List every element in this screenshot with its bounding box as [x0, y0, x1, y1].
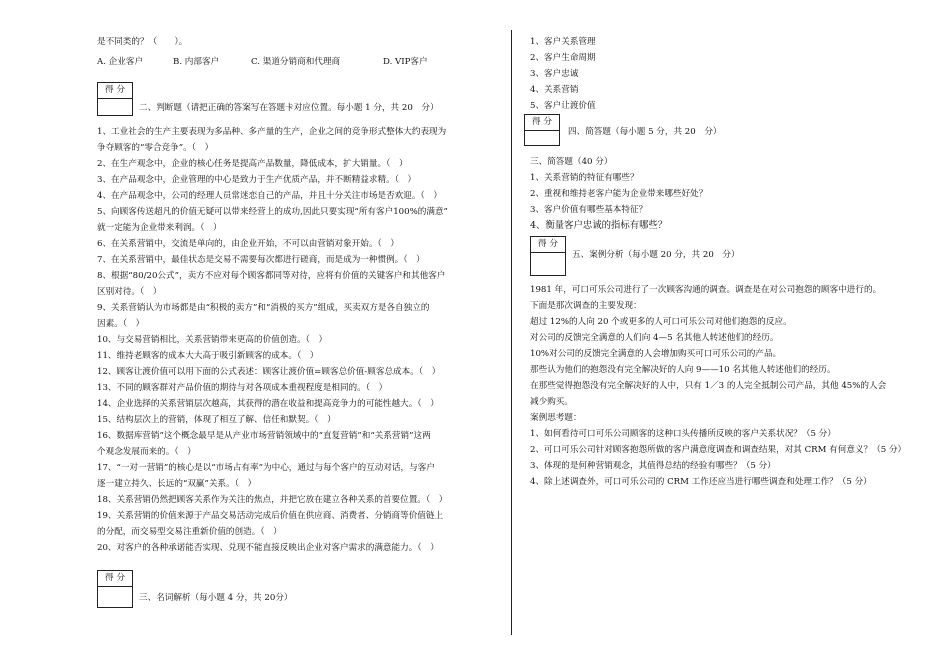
short-answer-list	[530, 170, 930, 234]
short-answer-item: 4、衡量客户忠诚的指标有哪些？	[530, 220, 668, 231]
term-item: 5、客户让渡价值	[530, 101, 596, 111]
score-label: 得 分	[98, 83, 132, 99]
short-answer-item: 1、关系营销的特征有哪些？	[530, 173, 639, 183]
case-line: 1981 年，可口可乐公司进行了一次顾客沟通的调查。调查是在对公司抱怨的顾客中进行的。	[530, 285, 882, 295]
question-line: 因素。（ ）	[97, 319, 145, 329]
term-item: 2、客户生命周期	[530, 53, 596, 63]
question-line: 的分配，而交易型交易注重新价值的创造。（ ）	[97, 527, 282, 537]
case-line: 3、体现的是何种营销观念，其值得总结的经验有哪些？（5 分）	[530, 461, 776, 471]
score-label: 得 分	[525, 115, 559, 131]
question-line: 个观念发展而来的。（ ）	[97, 447, 196, 457]
question-line: 19、关系营销的价值来源于产品交易活动完成后价值在供应商、消费者、分销商等价值链上	[97, 511, 444, 521]
term-item: 4、关系营销	[530, 85, 579, 95]
option-c: C. 渠道分销商和代理商	[251, 57, 341, 67]
question-line: 争夺顾客的“零合竞争”。（ ）	[97, 143, 214, 153]
case-line: 对公司的反馈完全满意的人们向 4—5 名其他人转述他们的经历。	[530, 333, 779, 343]
question-line: 7、在关系营销中，最佳状态是交易不需要每次都进行磋商，而是成为一种惯例。（ ）	[97, 255, 425, 265]
column-divider	[511, 30, 512, 635]
score-box	[97, 82, 133, 116]
question-line: 14、企业选择的关系营销层次越高，其获得的潜在收益和提高竞争力的可能性越大。（ ）	[97, 399, 439, 409]
case-line: 4、除上述调查外，可口可乐公司的 CRM 工作还应当进行哪些调查和处理工作？（5 分）	[530, 477, 872, 487]
question-line: 12、顾客让渡价值可以用下面的公式表述：顾客让渡价值=顾客总价值-顾客总成本。（ ）	[97, 367, 441, 377]
question-line: 2、在生产观念中，企业的核心任务是提高产品数量，降低成本，扩大销量。（ ）	[97, 159, 408, 169]
question-line: 18、关系营销仍然把顾客关系作为关注的焦点，并把它放在建立各种关系的首要位置。（ ）	[97, 495, 448, 505]
question-line: 13、不同的顾客群对产品价值的期待与对各项成本重视程度是相同的。（ ）	[97, 383, 388, 393]
case-line: 超过 12%的人向 20 个或更多的人可口可乐公司对他们抱怨的反应。	[530, 317, 792, 327]
question-line: 3、在产品观念中，企业管理的中心是致力于生产优质产品，并不断精益求精。（ ）	[97, 175, 417, 185]
true-false-list	[97, 124, 497, 556]
case-line: 2、可口可乐公司针对顾客抱怨所做的客户满意度调查和调查结果，对其 CRM 有何意义？（5 分）	[530, 445, 907, 455]
case-line: 10%对公司的反馈完全满意的人会增加购买可口可乐公司的产品。	[530, 349, 782, 359]
question-line: 就一定能为企业带来利润。（ ）	[97, 223, 222, 233]
case-study	[530, 282, 930, 490]
right-column	[530, 34, 930, 490]
question-line: 4、在产品观念中，公司的经理人员常迷恋自己的产品，并且十分关注市场是否欢迎。（ ）	[97, 191, 442, 201]
score-box	[97, 570, 133, 608]
score-box	[530, 236, 566, 276]
question-line: 8、根据“80/20公式”，卖方不应对每个顾客都同等对待，应将有价值的关键客户和其他客户	[97, 271, 446, 281]
question-tail: 是不同类的？（ ）。	[97, 37, 188, 47]
score-label: 得 分	[98, 571, 132, 587]
question-line: 11、维持老顾客的成本大大高于吸引新顾客的成本。（ ）	[97, 351, 319, 361]
score-label: 得 分	[531, 237, 565, 253]
question-line: 逐一建立持久、长远的“双赢”关系。（ ）	[97, 479, 257, 489]
question-line: 6、在关系营销中，交流是单向的，由企业开始，不可以由营销对象开始。（ ）	[97, 239, 399, 249]
section4-header	[530, 114, 930, 144]
section2-title: 二、判断题（请把正确的答案写在答题卡对应位置。每小题 1 分，共 20 分）	[139, 103, 439, 113]
term-item: 1、客户关系管理	[530, 37, 596, 47]
section4-title: 四、简答题（每小题 5 分，共 20 分）	[568, 127, 722, 137]
question-line: 10、与交易营销相比，关系营销带来更高的价值创造。（ ）	[97, 335, 328, 345]
short-answer-item: 3、客户价值有哪些基本特征？	[530, 205, 648, 215]
question-line: 17、“一对一营销”的核心是以“市场占有率”为中心，通过与每个客户的互动对话，与客户	[97, 463, 435, 473]
terms-list	[530, 34, 930, 114]
option-a: A. 企业客户	[97, 57, 144, 67]
question-line: 5、向顾客传送超凡的价值无疑可以带来经营上的成功,因此只要实现“所有客户100%的满意”	[97, 207, 448, 217]
question-line: 区别对待。（ ）	[97, 287, 162, 297]
term-item: 3、客户忠诚	[530, 69, 579, 79]
case-line: 案例思考题：	[530, 413, 582, 423]
section3-header	[97, 570, 497, 606]
short-answer-header: 三、简答题（40 分）	[530, 157, 613, 167]
score-box	[524, 114, 560, 146]
section5-header	[530, 236, 930, 276]
section5-title: 五、案例分析（每小题 20 分，共 20 分）	[572, 250, 740, 260]
case-line: 1、如何看待可口可乐公司顾客的这种口头传播所反映的客户关系状况？（5 分）	[530, 429, 836, 439]
question-line: 16、数据库营销”这个概念最早是从产业市场营销领域中的“直复营销”和“关系营销”这两	[97, 431, 431, 441]
question-line: 15、结构层次上的营销，体现了相互了解、信任和默契。（ ）	[97, 415, 336, 425]
section3-title: 三、名词解析（每小题 4 分，共 20分）	[139, 593, 293, 603]
case-line: 在那些觉得抱怨没有完全解决好的人中，只有 1／3 的人完全抵制公司产品，其他 45%的人会	[530, 381, 887, 391]
left-column	[97, 34, 497, 610]
question-line: 20、对客户的各种承诺能否实现、兑现不能直接反映出企业对客户需求的满意能力。（ ）	[97, 543, 439, 553]
section2-header	[97, 82, 497, 118]
option-b: B. 内部客户	[173, 57, 220, 67]
short-answer-item: 2、重视和维持老客户能为企业带来哪些好处？	[530, 189, 708, 199]
case-line: 那些认为他们的抱怨没有完全解决好的人向 9——10 名其他人转述他们的经历。	[530, 365, 836, 375]
case-line: 减少购买。	[530, 397, 573, 407]
question-line: 9、关系营销认为市场都是由“积极的卖方”和“消极的买方”组成，买卖双方是各自独立的	[97, 303, 430, 313]
question-options	[97, 54, 497, 70]
question-line: 1、工业社会的生产主要表现为多品种、多产量的生产，企业之间的竞争形式整体大约表现为	[97, 127, 447, 137]
case-line: 下面是那次调查的主要发现：	[530, 301, 642, 311]
option-d: D. VIP客户	[383, 57, 428, 67]
